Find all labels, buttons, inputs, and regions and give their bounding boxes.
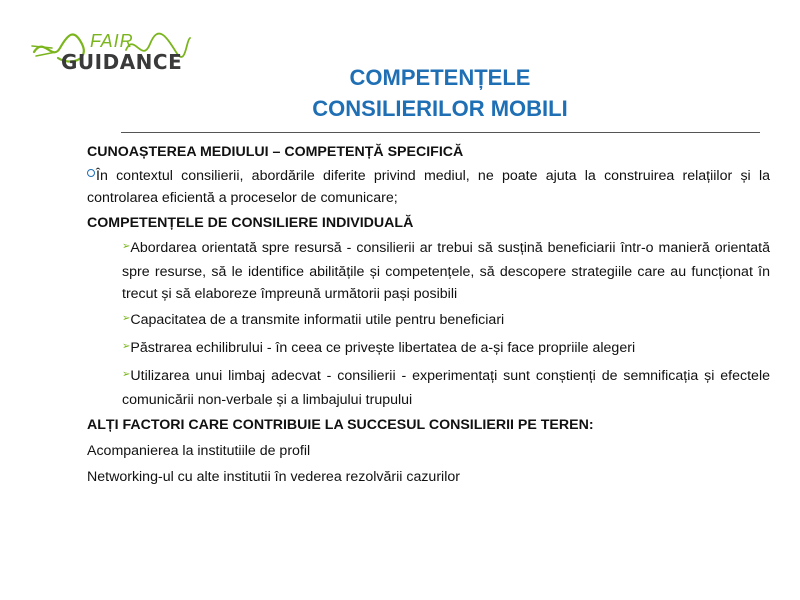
environment-text: În contextul consilierii, abordările diferite privind mediul, ne poate ajuta la construirea relațiilor și la controlarea eficientă a proceselor de comunicare; (87, 168, 770, 206)
page-title (270, 62, 610, 124)
slide-body (87, 141, 770, 488)
heading-other-factors: ALȚI FACTORI CARE CONTRIBUIE LA SUCCESUL CONSILIERII PE TEREN: (87, 417, 594, 433)
fair-guidance-logo (30, 22, 210, 92)
list-item (87, 237, 770, 305)
arrow-bullet-icon: ➢ (122, 313, 131, 324)
arrow-bullet-icon: ➢ (122, 241, 131, 252)
circle-bullet-icon (87, 169, 95, 177)
accompaniment-line: Acompanierea la institutiile de profil (87, 443, 311, 459)
title-line-1: COMPETENȚELE (349, 65, 531, 90)
list-item (87, 365, 770, 411)
arrow-bullet-icon: ➢ (122, 341, 131, 352)
networking-line: Networking-ul cu alte institutii în vederea rezolvării cazurilor (87, 469, 460, 485)
list-item-text: Capacitatea de a transmite informatii utile pentru beneficiari (130, 312, 505, 328)
list-item-text: Păstrarea echilibrului - în ceea ce privește libertatea de a-și face propriile alegeri (130, 340, 636, 356)
logo-guidance-text: GUIDANCE (61, 50, 183, 74)
title-divider (121, 132, 760, 133)
logo-fair-text: FAIR (90, 31, 134, 51)
list-item (87, 309, 770, 333)
list-item-text: Utilizarea unui limbaj adecvat - consilierii - experimentați sunt conștienți de semnificația și efectele comunicării non-verbale și a limbajului trupului (122, 368, 770, 408)
list-item-text: Abordarea orientată spre resursă - consilierii ar trebui să susțină beneficiarii într-o manieră orientată spre resurse, să le identifice abilitățile și competențele, să descopere strategiile care au funcționat în trecut și să elaboreze împreună următorii pași posibili (122, 240, 770, 302)
heading-individual-counseling: COMPETENȚELE DE CONSILIERE INDIVIDUALĂ (87, 215, 414, 231)
arrow-bullet-icon: ➢ (122, 369, 131, 380)
list-item (87, 337, 770, 361)
title-line-2: CONSILIERILOR MOBILI (312, 96, 568, 121)
heading-environment: CUNOAȘTEREA MEDIULUI – COMPETENȚĂ SPECIFICĂ (87, 144, 464, 160)
environment-paragraph (87, 165, 770, 209)
